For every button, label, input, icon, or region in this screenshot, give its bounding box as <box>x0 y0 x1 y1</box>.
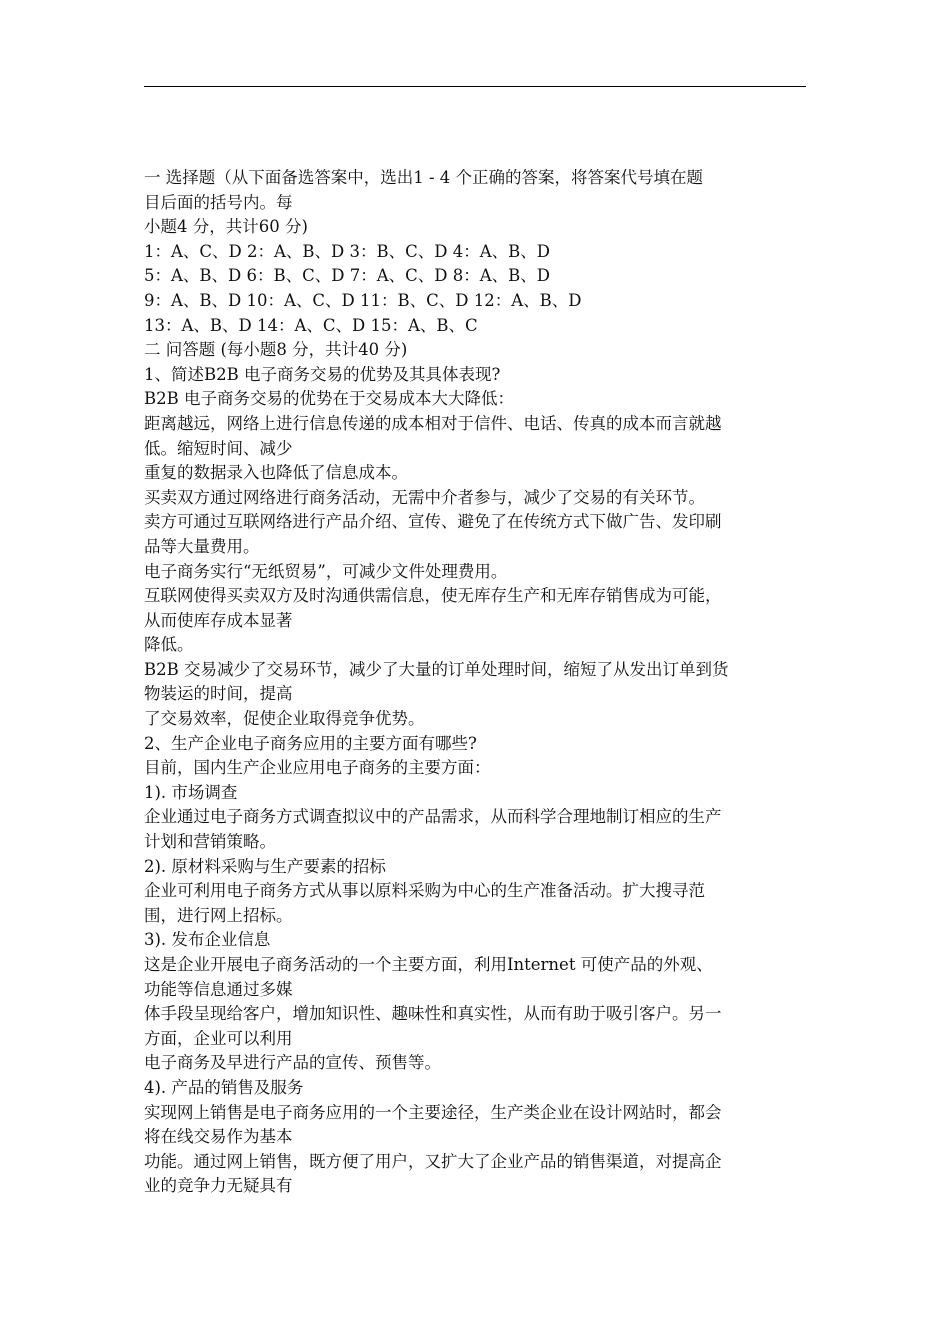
text-line: 实现网上销售是电子商务应用的一个主要途径，生产类企业在设计网站时，都会 <box>144 1102 722 1122</box>
text-line: 降低。 <box>144 635 194 655</box>
text-line: 了交易效率，促使企业取得竞争优势。 <box>144 709 425 729</box>
text-line: 方面，企业可以利用 <box>144 1028 293 1048</box>
text-line: 低。缩短时间、减少 <box>144 438 293 458</box>
text-line: 距离越远，网络上进行信息传递的成本相对于信件、电话、传真的成本而言就越 <box>144 413 722 433</box>
text-line: 物装运的时间，提高 <box>144 684 293 704</box>
text-line: 1). 市场调查 <box>144 782 238 802</box>
text-line: 电子商务实行“无纸贸易”，可减少文件处理费用。 <box>144 561 508 581</box>
text-line: 2、生产企业电子商务应用的主要方面有哪些? <box>144 733 477 753</box>
text-line: 将在线交易作为基本 <box>144 1127 293 1147</box>
text-line: 5：A、B、D 6：B、C、D 7：A、C、D 8：A、B、D <box>144 266 551 286</box>
text-line: 3). 发布企业信息 <box>144 930 271 950</box>
text-line: 业的竞争力无疑具有 <box>144 1176 293 1196</box>
text-line: B2B 交易减少了交易环节，减少了大量的订单处理时间，缩短了从发出订单到货 <box>144 659 729 679</box>
text-line: 计划和营销策略。 <box>144 832 276 852</box>
text-line: 体手段呈现给客户，增加知识性、趣味性和真实性，从而有助于吸引客户。另一 <box>144 1004 722 1024</box>
text-line: 9：A、B、D 10：A、C、D 11：B、C、D 12：A、B、D <box>144 290 582 310</box>
text-line: 目前，国内生产企业应用电子商务的主要方面： <box>144 758 491 778</box>
text-line: 1、简述B2B 电子商务交易的优势及其具体表现? <box>144 364 501 384</box>
text-line: 互联网使得买卖双方及时沟通供需信息，使无库存生产和无库存销售成为可能， <box>144 586 722 606</box>
text-line: 二 问答题 (每小题8 分，共计40 分) <box>144 340 408 360</box>
text-line: 13：A、B、D 14：A、C、D 15：A、B、C <box>144 315 478 335</box>
text-line: 企业通过电子商务方式调查拟议中的产品需求，从而科学合理地制订相应的生产 <box>144 807 722 827</box>
text-line: 品等大量费用。 <box>144 536 260 556</box>
text-line: 从而使库存成本显著 <box>144 610 293 630</box>
header-rule <box>144 86 806 87</box>
text-line: 4). 产品的销售及服务 <box>144 1077 304 1097</box>
text-line: 一 选择题（从下面备选答案中，选出1 - 4 个正确的答案，将答案代号填在题 <box>144 168 704 187</box>
text-line: 小题4 分，共计60 分) <box>144 217 308 237</box>
text-line: 企业可利用电子商务方式从事以原料采购为中心的生产准备活动。扩大搜寻范 <box>144 881 705 901</box>
text-line: 2). 原材料采购与生产要素的招标 <box>144 856 386 876</box>
text-line: 目后面的括号内。每 <box>144 192 293 212</box>
text-line: 围，进行网上招标。 <box>144 905 293 925</box>
text-line: 功能等信息通过多媒 <box>144 979 293 999</box>
text-line: 卖方可通过互联网络进行产品介绍、宣传、避免了在传统方式下做广告、发印刷 <box>144 512 722 532</box>
text-line: B2B 电子商务交易的优势在于交易成本大大降低： <box>144 389 514 409</box>
text-line: 买卖双方通过网络进行商务活动，无需中介者参与，减少了交易的有关环节。 <box>144 487 705 507</box>
text-line: 重复的数据录入也降低了信息成本。 <box>144 463 408 483</box>
text-line: 功能。通过网上销售，既方便了用户，又扩大了企业产品的销售渠道，对提高企 <box>144 1151 722 1171</box>
text-line: 1：A、C、D 2：A、B、D 3：B、C、D 4：A、B、D <box>144 241 551 261</box>
document-body <box>144 166 810 1199</box>
text-line: 电子商务及早进行产品的宣传、预售等。 <box>144 1053 441 1073</box>
text-line: 这是企业开展电子商务活动的一个主要方面，利用Internet 可使产品的外观、 <box>144 955 713 974</box>
